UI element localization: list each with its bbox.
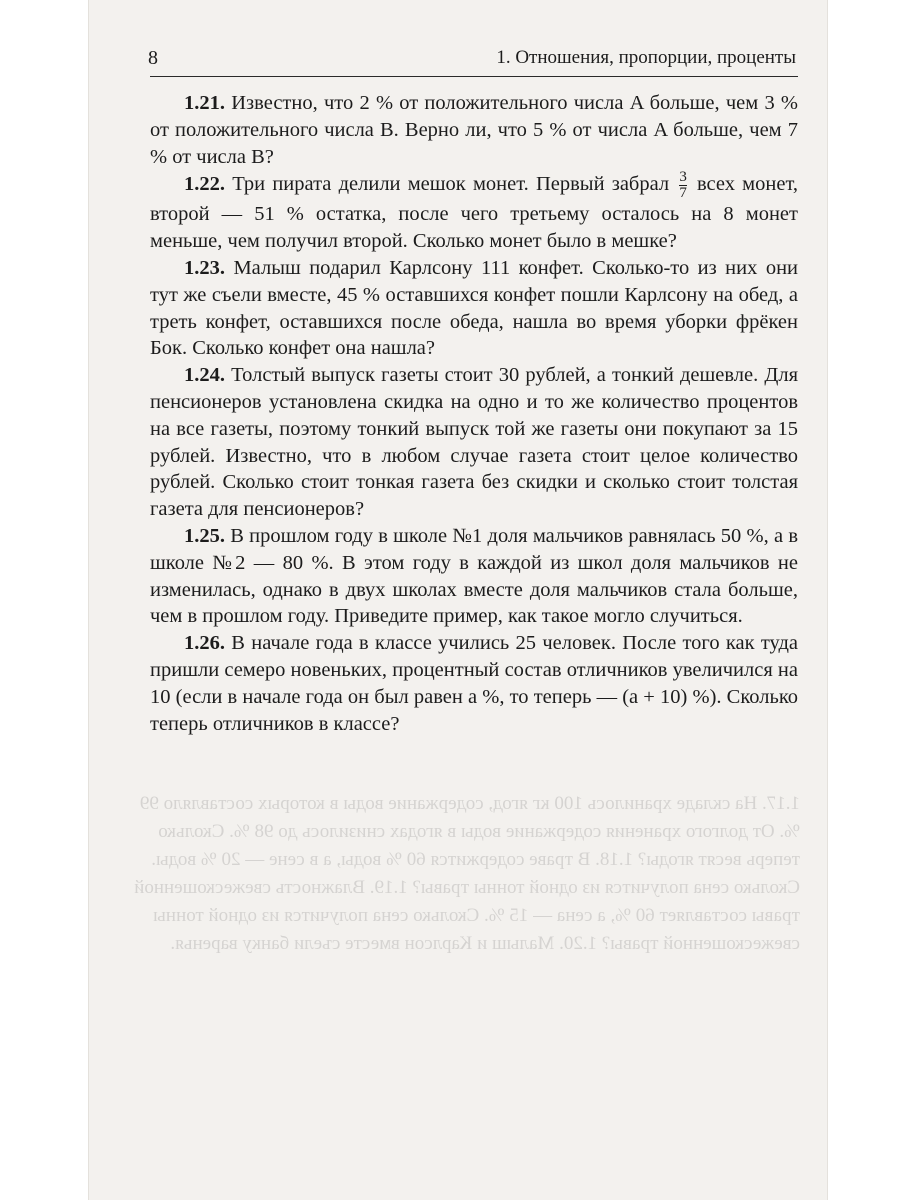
fraction xyxy=(679,170,687,201)
problem-1-22 xyxy=(150,170,798,255)
problem-number: 1.23. xyxy=(184,256,225,279)
fraction-numerator: 3 xyxy=(679,169,687,186)
problem-1-21 xyxy=(150,90,798,170)
problem-1-26 xyxy=(150,630,798,737)
problem-number: 1.22. xyxy=(184,173,225,196)
problem-number: 1.24. xyxy=(184,364,225,387)
fraction-denominator: 7 xyxy=(679,185,687,202)
problem-text-continued: всех монет, второй — 51 % остатка, после чего третьему осталось на 8 монет меньше, чем получил второй. Сколько монет было в мешке? xyxy=(150,173,799,253)
problem-text: Три пирата делили мешок монет. Первый забрал xyxy=(232,173,670,196)
problem-number: 1.25. xyxy=(184,524,225,547)
problem-text: Толстый выпуск газеты стоит 30 рублей, а тонкий дешевле. Для пенсионеров установлена скидка на одно и то же количество процентов на все газеты, поэтому тонкий выпуск той же газеты они покупают за 15 рублей. Известно, что в любом случае газета стоит целое количество рублей. Сколько стоит тонкая газета без скидки и сколько стоит толстая газета для пенсионеров? xyxy=(150,364,798,521)
header-rule xyxy=(150,76,798,77)
problem-1-23 xyxy=(150,255,798,362)
problem-text: В прошлом году в школе №1 доля мальчиков равнялась 50 %, а в школе №2 — 80 %. В этом году в каждой из школ доля мальчиков не изменилась, однако в двух школах вместе доля мальчиков стала больше, чем в прошлом году. Приведите пример, как такое могло случиться. xyxy=(150,524,799,628)
problem-number: 1.21. xyxy=(184,92,225,114)
problem-list xyxy=(150,90,798,737)
problem-text: Малыш подарил Карлсону 111 конфет. Сколько-то из них они тут же съели вместе, 45 % оставшихся конфет пошли Карлсону на обед, а треть конфет, оставшихся после обеда, нашла во время уборки фрёкен Бок. Сколько конфет она нашла? xyxy=(150,256,799,360)
page-number: 8 xyxy=(148,47,158,69)
problem-text: В начале года в классе учились 25 человек. После того как туда пришли семеро новеньких, процентный состав отличников увеличился на 10 (если в начале года он был равен a %, то теперь — (a + 10) %). Сколько теперь отличников в классе? xyxy=(150,632,799,735)
problem-1-25 xyxy=(150,523,798,630)
page-header xyxy=(148,44,798,74)
problem-1-24 xyxy=(150,362,798,523)
problem-number: 1.26. xyxy=(184,632,225,655)
running-title: 1. Отношения, пропорции, проценты xyxy=(496,47,796,68)
problem-text: Известно, что 2 % от положительного числа A больше, чем 3 % от положительного числа B. Верно ли, что 5 % от числа A больше, чем 7 % от числа B? xyxy=(150,92,799,168)
